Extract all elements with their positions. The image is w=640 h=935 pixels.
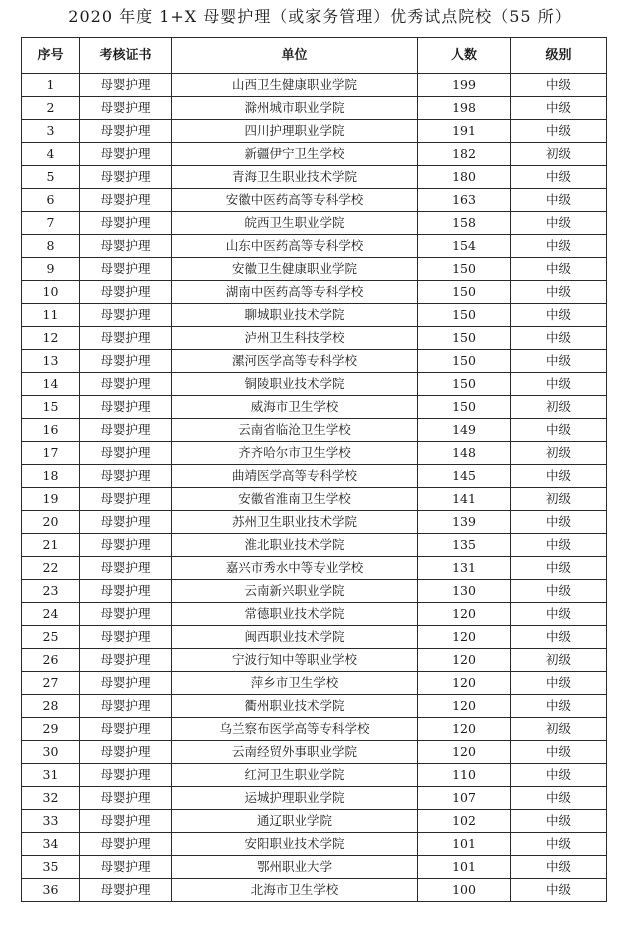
cell-index: 20 [22,511,80,534]
cell-level: 初级 [511,396,607,419]
cell-unit: 曲靖医学高等专科学校 [172,465,418,488]
cell-certificate: 母婴护理 [80,419,172,442]
cell-unit: 青海卫生职业技术学院 [172,166,418,189]
cell-certificate: 母婴护理 [80,166,172,189]
cell-certificate: 母婴护理 [80,534,172,557]
cell-count: 120 [418,626,511,649]
column-header-count: 人数 [418,38,511,74]
cell-unit: 云南经贸外事职业学院 [172,741,418,764]
cell-count: 149 [418,419,511,442]
table-body [22,74,607,902]
cell-certificate: 母婴护理 [80,695,172,718]
cell-certificate: 母婴护理 [80,603,172,626]
cell-level: 中级 [511,258,607,281]
cell-count: 120 [418,695,511,718]
table-row [22,235,607,258]
cell-index: 8 [22,235,80,258]
table-row [22,373,607,396]
table-row [22,488,607,511]
cell-index: 26 [22,649,80,672]
cell-unit: 常德职业技术学院 [172,603,418,626]
cell-unit: 滁州城市职业学院 [172,97,418,120]
cell-level: 中级 [511,327,607,350]
cell-count: 139 [418,511,511,534]
cell-count: 101 [418,856,511,879]
cell-index: 16 [22,419,80,442]
cell-level: 初级 [511,649,607,672]
cell-certificate: 母婴护理 [80,189,172,212]
cell-level: 中级 [511,879,607,902]
table-row [22,557,607,580]
table-row [22,810,607,833]
cell-index: 30 [22,741,80,764]
cell-certificate: 母婴护理 [80,580,172,603]
cell-index: 18 [22,465,80,488]
cell-index: 10 [22,281,80,304]
cell-unit: 皖西卫生职业学院 [172,212,418,235]
table-row [22,419,607,442]
cell-level: 中级 [511,557,607,580]
cell-unit: 云南省临沧卫生学校 [172,419,418,442]
cell-certificate: 母婴护理 [80,235,172,258]
table-row [22,603,607,626]
table-row [22,718,607,741]
cell-index: 2 [22,97,80,120]
cell-level: 初级 [511,143,607,166]
cell-index: 1 [22,74,80,97]
cell-index: 7 [22,212,80,235]
table-row [22,465,607,488]
cell-index: 6 [22,189,80,212]
cell-certificate: 母婴护理 [80,557,172,580]
cell-level: 中级 [511,373,607,396]
cell-unit: 宁波行知中等职业学校 [172,649,418,672]
cell-index: 15 [22,396,80,419]
table-row [22,212,607,235]
cell-unit: 漯河医学高等专科学校 [172,350,418,373]
cell-certificate: 母婴护理 [80,350,172,373]
cell-certificate: 母婴护理 [80,488,172,511]
cell-level: 中级 [511,166,607,189]
table-row [22,511,607,534]
cell-unit: 北海市卫生学校 [172,879,418,902]
cell-level: 中级 [511,212,607,235]
cell-count: 150 [418,396,511,419]
table-row [22,879,607,902]
cell-certificate: 母婴护理 [80,212,172,235]
table-row [22,534,607,557]
cell-unit: 红河卫生职业学院 [172,764,418,787]
cell-certificate: 母婴护理 [80,879,172,902]
cell-certificate: 母婴护理 [80,327,172,350]
cell-level: 初级 [511,442,607,465]
table-row [22,695,607,718]
cell-unit: 苏州卫生职业技术学院 [172,511,418,534]
cell-count: 163 [418,189,511,212]
cell-count: 141 [418,488,511,511]
cell-unit: 通辽职业学院 [172,810,418,833]
cell-level: 初级 [511,488,607,511]
table-row [22,281,607,304]
cell-index: 4 [22,143,80,166]
cell-count: 107 [418,787,511,810]
cell-index: 35 [22,856,80,879]
cell-certificate: 母婴护理 [80,281,172,304]
cell-index: 21 [22,534,80,557]
table-row [22,304,607,327]
table-row [22,74,607,97]
cell-index: 11 [22,304,80,327]
table-row [22,327,607,350]
cell-level: 中级 [511,350,607,373]
cell-count: 120 [418,603,511,626]
cell-count: 199 [418,74,511,97]
cell-level: 中级 [511,580,607,603]
cell-count: 150 [418,373,511,396]
cell-certificate: 母婴护理 [80,672,172,695]
cell-count: 145 [418,465,511,488]
cell-level: 中级 [511,235,607,258]
cell-level: 中级 [511,465,607,488]
table-row [22,350,607,373]
table-header-row [22,38,607,74]
column-header-index: 序号 [22,38,80,74]
table-row [22,442,607,465]
table-row [22,764,607,787]
cell-unit: 齐齐哈尔市卫生学校 [172,442,418,465]
cell-certificate: 母婴护理 [80,74,172,97]
cell-index: 14 [22,373,80,396]
cell-unit: 安阳职业技术学院 [172,833,418,856]
cell-unit: 威海市卫生学校 [172,396,418,419]
cell-certificate: 母婴护理 [80,465,172,488]
cell-certificate: 母婴护理 [80,787,172,810]
cell-certificate: 母婴护理 [80,833,172,856]
cell-count: 148 [418,442,511,465]
table-row [22,258,607,281]
cell-count: 100 [418,879,511,902]
cell-level: 中级 [511,741,607,764]
table-row [22,189,607,212]
table-row [22,626,607,649]
cell-index: 19 [22,488,80,511]
cell-count: 120 [418,718,511,741]
cell-unit: 安徽中医药高等专科学校 [172,189,418,212]
cell-certificate: 母婴护理 [80,143,172,166]
cell-level: 中级 [511,856,607,879]
cell-count: 101 [418,833,511,856]
cell-certificate: 母婴护理 [80,373,172,396]
cell-count: 102 [418,810,511,833]
cell-index: 12 [22,327,80,350]
cell-unit: 淮北职业技术学院 [172,534,418,557]
cell-level: 中级 [511,764,607,787]
cell-unit: 湖南中医药高等专科学校 [172,281,418,304]
cell-count: 180 [418,166,511,189]
cell-level: 中级 [511,74,607,97]
table-row [22,856,607,879]
table-row [22,97,607,120]
cell-unit: 安徽卫生健康职业学院 [172,258,418,281]
cell-certificate: 母婴护理 [80,764,172,787]
cell-unit: 鄂州职业大学 [172,856,418,879]
table-row [22,580,607,603]
cell-unit: 四川护理职业学院 [172,120,418,143]
table-row [22,741,607,764]
cell-certificate: 母婴护理 [80,718,172,741]
cell-certificate: 母婴护理 [80,511,172,534]
table-row [22,787,607,810]
cell-level: 中级 [511,534,607,557]
cell-level: 中级 [511,810,607,833]
cell-count: 150 [418,281,511,304]
cell-level: 中级 [511,626,607,649]
cell-certificate: 母婴护理 [80,97,172,120]
cell-unit: 嘉兴市秀水中等专业学校 [172,557,418,580]
cell-unit: 山东中医药高等专科学校 [172,235,418,258]
cell-index: 36 [22,879,80,902]
cell-count: 191 [418,120,511,143]
cell-level: 中级 [511,120,607,143]
column-header-unit: 单位 [172,38,418,74]
cell-level: 中级 [511,787,607,810]
cell-index: 28 [22,695,80,718]
cell-index: 32 [22,787,80,810]
cell-level: 中级 [511,672,607,695]
column-header-certificate: 考核证书 [80,38,172,74]
cell-level: 中级 [511,511,607,534]
cell-unit: 衢州职业技术学院 [172,695,418,718]
cell-count: 135 [418,534,511,557]
cell-level: 初级 [511,718,607,741]
cell-index: 24 [22,603,80,626]
cell-certificate: 母婴护理 [80,741,172,764]
cell-unit: 萍乡市卫生学校 [172,672,418,695]
cell-index: 17 [22,442,80,465]
cell-certificate: 母婴护理 [80,120,172,143]
cell-index: 9 [22,258,80,281]
cell-index: 27 [22,672,80,695]
table-row [22,833,607,856]
cell-unit: 乌兰察布医学高等专科学校 [172,718,418,741]
table-row [22,649,607,672]
cell-certificate: 母婴护理 [80,258,172,281]
table-row [22,120,607,143]
cell-count: 150 [418,327,511,350]
cell-level: 中级 [511,189,607,212]
table-row [22,396,607,419]
cell-certificate: 母婴护理 [80,442,172,465]
cell-index: 33 [22,810,80,833]
cell-certificate: 母婴护理 [80,856,172,879]
table-row [22,166,607,189]
cell-certificate: 母婴护理 [80,304,172,327]
table-row [22,143,607,166]
cell-level: 中级 [511,419,607,442]
cell-unit: 铜陵职业技术学院 [172,373,418,396]
cell-certificate: 母婴护理 [80,649,172,672]
cell-unit: 山西卫生健康职业学院 [172,74,418,97]
cell-count: 130 [418,580,511,603]
cell-count: 110 [418,764,511,787]
cell-certificate: 母婴护理 [80,626,172,649]
cell-count: 120 [418,672,511,695]
cell-unit: 新疆伊宁卫生学校 [172,143,418,166]
cell-count: 158 [418,212,511,235]
cell-count: 182 [418,143,511,166]
cell-unit: 聊城职业技术学院 [172,304,418,327]
cell-level: 中级 [511,695,607,718]
cell-level: 中级 [511,97,607,120]
table-wrapper [21,37,606,902]
cell-certificate: 母婴护理 [80,810,172,833]
cell-count: 120 [418,741,511,764]
cell-index: 22 [22,557,80,580]
cell-level: 中级 [511,603,607,626]
cell-count: 154 [418,235,511,258]
cell-level: 中级 [511,281,607,304]
cell-index: 3 [22,120,80,143]
cell-count: 150 [418,350,511,373]
cell-unit: 闽西职业技术学院 [172,626,418,649]
cell-count: 120 [418,649,511,672]
cell-count: 150 [418,304,511,327]
schools-table [21,37,607,902]
cell-index: 31 [22,764,80,787]
cell-count: 150 [418,258,511,281]
column-header-level: 级别 [511,38,607,74]
cell-certificate: 母婴护理 [80,396,172,419]
cell-index: 29 [22,718,80,741]
table-row [22,672,607,695]
cell-index: 23 [22,580,80,603]
cell-index: 5 [22,166,80,189]
cell-count: 131 [418,557,511,580]
cell-unit: 泸州卫生科技学校 [172,327,418,350]
cell-count: 198 [418,97,511,120]
cell-level: 中级 [511,304,607,327]
cell-level: 中级 [511,833,607,856]
cell-unit: 云南新兴职业学院 [172,580,418,603]
cell-index: 13 [22,350,80,373]
cell-unit: 运城护理职业学院 [172,787,418,810]
cell-index: 34 [22,833,80,856]
cell-index: 25 [22,626,80,649]
document-title: 2020 年度 1+X 母婴护理（或家务管理）优秀试点院校（55 所） [68,7,572,26]
cell-unit: 安徽省淮南卫生学校 [172,488,418,511]
